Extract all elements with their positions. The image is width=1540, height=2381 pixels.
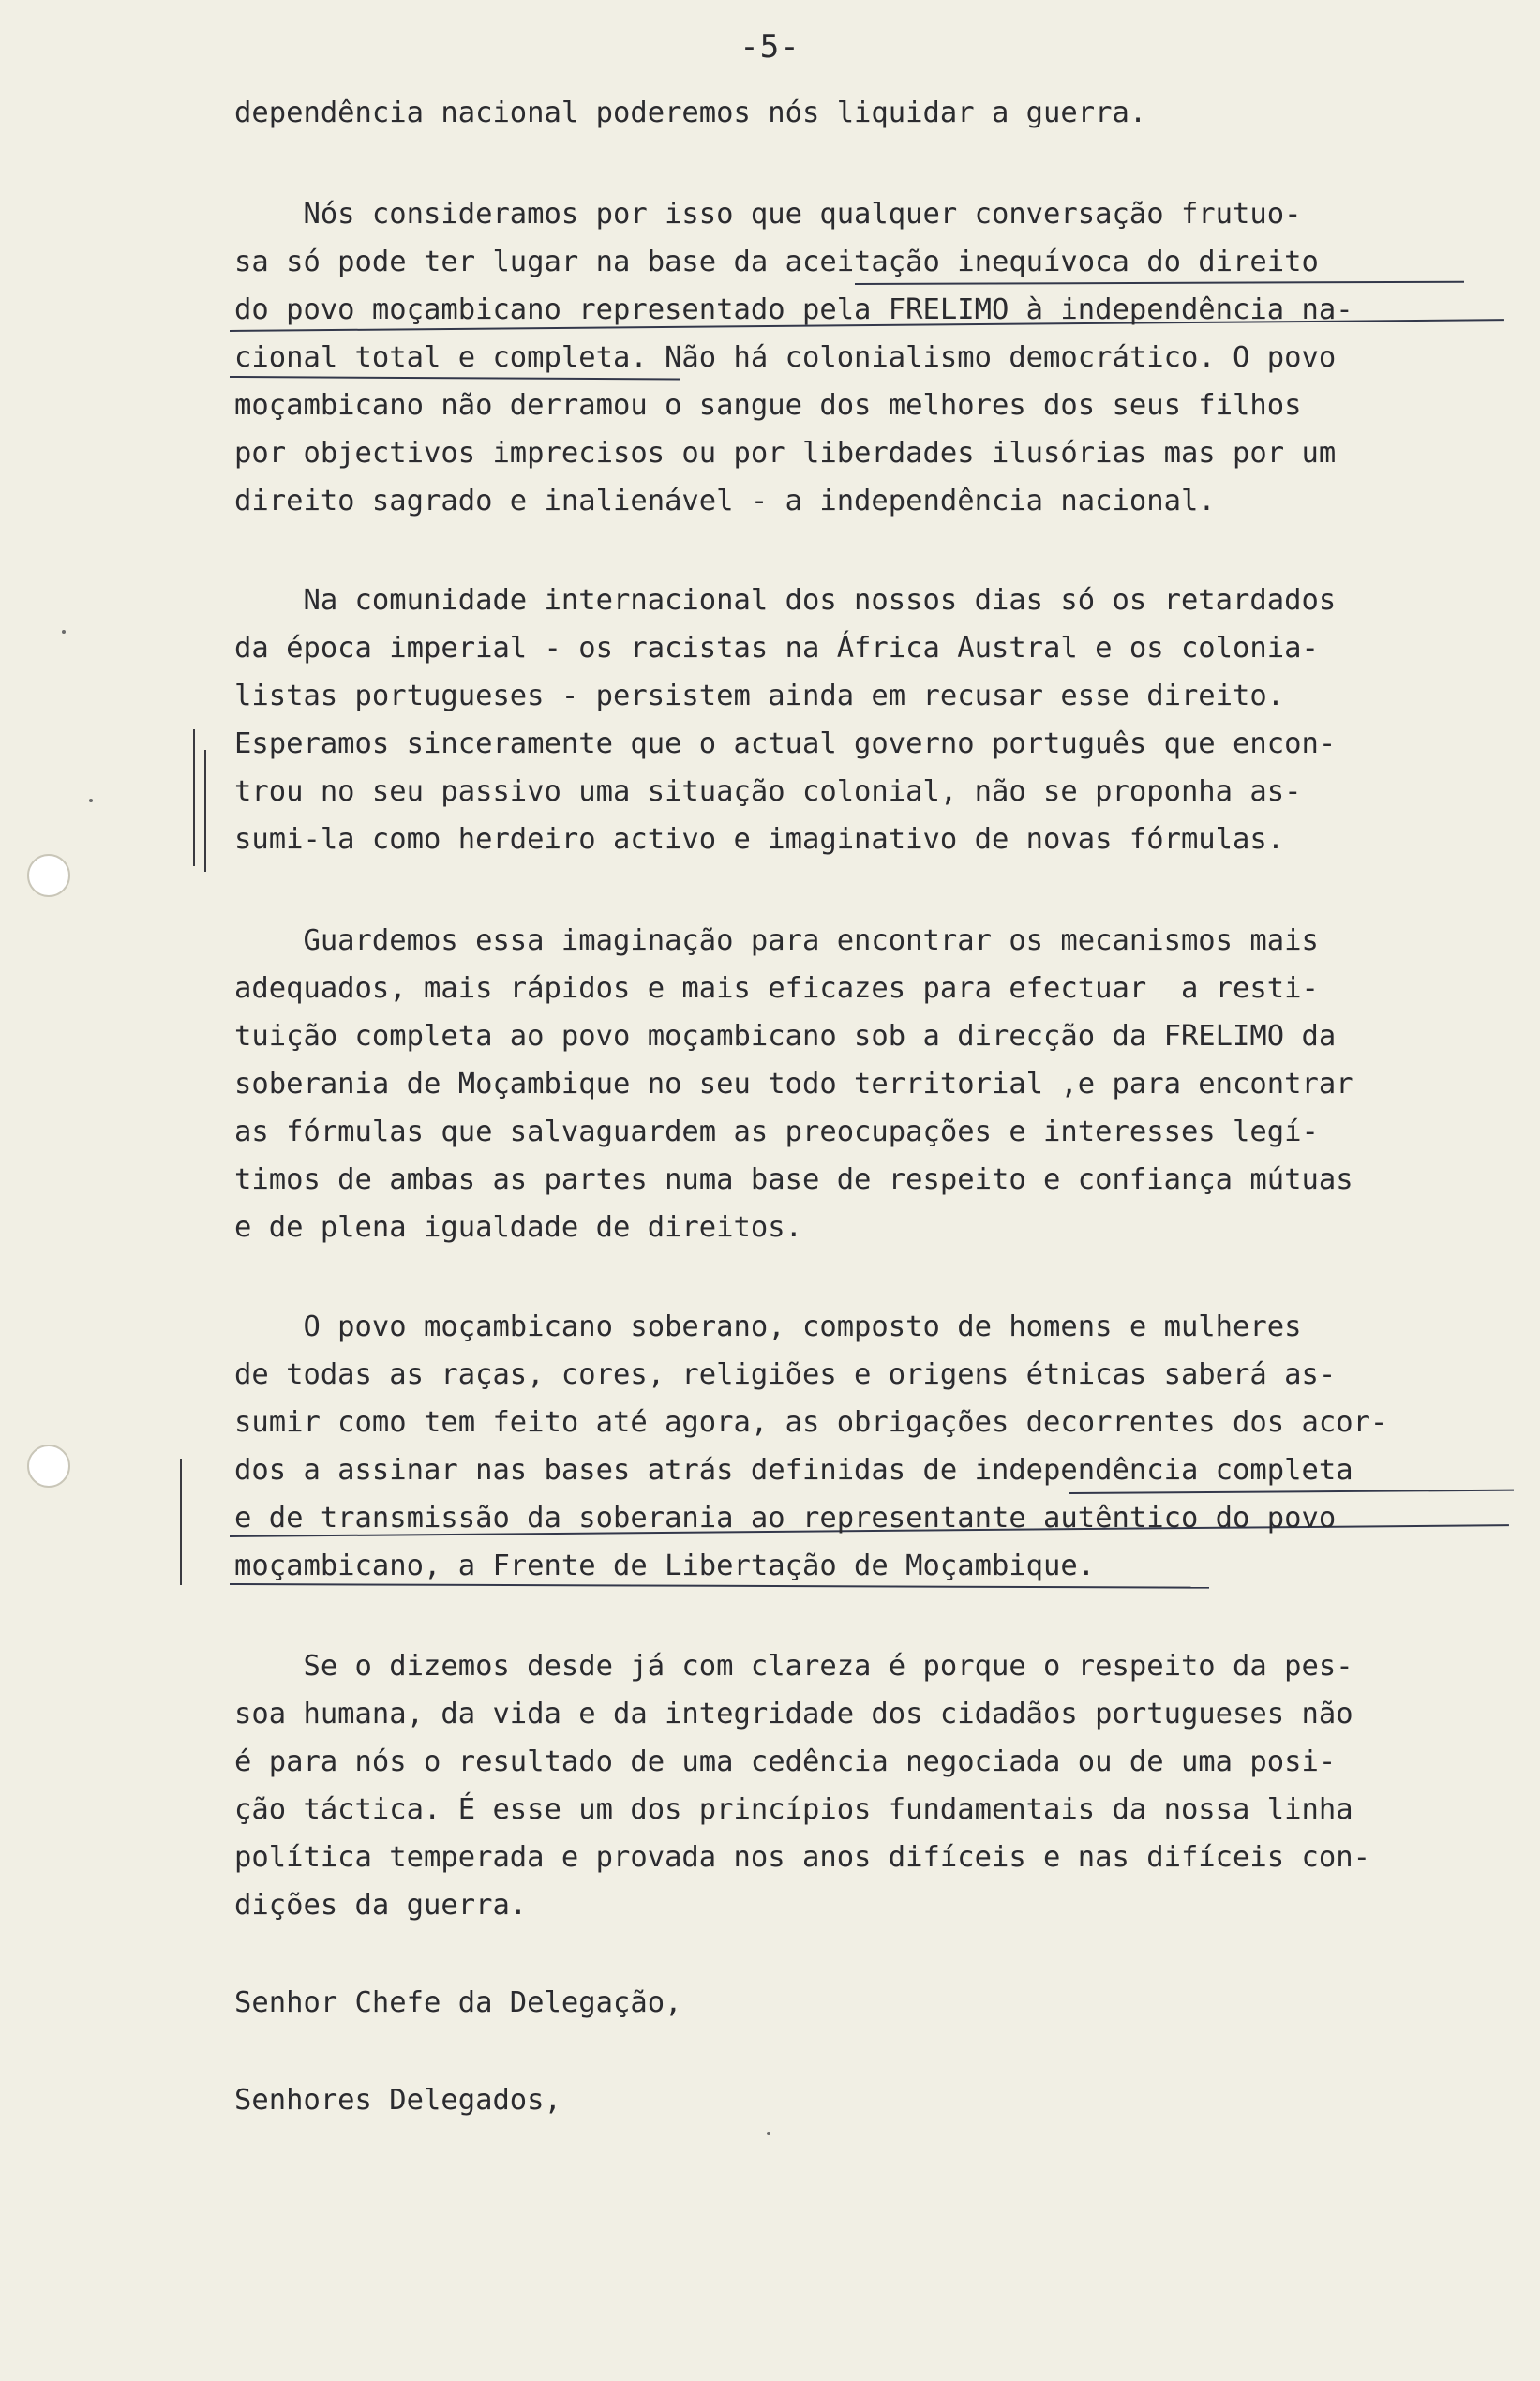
margin-mark-line bbox=[204, 750, 206, 872]
text-line: é para nós o resultado de uma cedência negociada ou de uma posi- bbox=[234, 1745, 1337, 1778]
text-line: Se o dizemos desde já com clareza é porque o respeito da pes- bbox=[234, 1650, 1353, 1683]
text-line: direito sagrado e inalienável - a independência nacional. bbox=[234, 485, 1216, 517]
text-line: Esperamos sinceramente que o actual governo português que encon- bbox=[234, 727, 1337, 760]
scan-speck bbox=[89, 799, 93, 802]
text-line: cional total e completa. Não há colonialismo democrático. O povo bbox=[234, 341, 1337, 374]
text-line: moçambicano, a Frente de Libertação de Moçambique. bbox=[234, 1550, 1096, 1582]
text-line: soberania de Moçambique no seu todo territorial ,e para encontrar bbox=[234, 1068, 1353, 1101]
text-line: tuição completa ao povo moçambicano sob a direcção da FRELIMO da bbox=[234, 1020, 1337, 1053]
text-line: sa só pode ter lugar na base da aceitação inequívoca do direito bbox=[234, 246, 1319, 278]
text-line: listas portugueses - persistem ainda em recusar esse direito. bbox=[234, 680, 1285, 712]
margin-mark-line bbox=[180, 1459, 182, 1585]
text-line: dependência nacional poderemos nós liquidar a guerra. bbox=[234, 97, 1147, 129]
punch-hole-top bbox=[27, 854, 70, 897]
text-line: e de plena igualdade de direitos. bbox=[234, 1211, 802, 1244]
text-line: política temperada e provada nos anos difíceis e nas difíceis con- bbox=[234, 1841, 1370, 1874]
text-line: sumir como tem feito até agora, as obrigações decorrentes dos acor- bbox=[234, 1406, 1388, 1439]
text-line: O povo moçambicano soberano, composto de homens e mulheres bbox=[234, 1310, 1302, 1343]
text-line: ção táctica. É esse um dos princípios fundamentais da nossa linha bbox=[234, 1793, 1353, 1826]
text-line: da época imperial - os racistas na África Austral e os colonia- bbox=[234, 632, 1319, 665]
salutation-chief: Senhor Chefe da Delegação, bbox=[234, 1986, 682, 2019]
text-line: sumi-la como herdeiro activo e imaginativo de novas fórmulas. bbox=[234, 823, 1285, 856]
punch-hole-bottom bbox=[27, 1445, 70, 1488]
text-line: do povo moçambicano representado pela FRELIMO à independência na- bbox=[234, 293, 1353, 326]
text-line: e de transmissão da soberania ao representante autêntico do povo bbox=[234, 1502, 1337, 1535]
text-line: trou no seu passivo uma situação colonial, não se proponha as- bbox=[234, 775, 1302, 808]
text-line: as fórmulas que salvaguardem as preocupações e interesses legí- bbox=[234, 1116, 1319, 1148]
text-line: Guardemos essa imaginação para encontrar os mecanismos mais bbox=[234, 924, 1319, 957]
text-line: Nós consideramos por isso que qualquer conversação frutuo- bbox=[234, 198, 1302, 231]
text-line: adequados, mais rápidos e mais eficazes para efectuar a resti- bbox=[234, 972, 1319, 1005]
text-line: de todas as raças, cores, religiões e origens étnicas saberá as- bbox=[234, 1358, 1337, 1391]
text-line: dos a assinar nas bases atrás definidas de independência completa bbox=[234, 1454, 1353, 1487]
scan-speck bbox=[62, 630, 66, 634]
scan-speck bbox=[767, 2132, 770, 2135]
page-number: -5- bbox=[740, 28, 800, 66]
text-line: dições da guerra. bbox=[234, 1889, 528, 1922]
text-line: soa humana, da vida e da integridade dos cidadãos portugueses não bbox=[234, 1698, 1353, 1730]
text-line: por objectivos imprecisos ou por liberdades ilusórias mas por um bbox=[234, 437, 1337, 470]
margin-mark-line bbox=[193, 729, 195, 866]
text-line: Na comunidade internacional dos nossos dias só os retardados bbox=[234, 584, 1337, 617]
text-line: moçambicano não derramou o sangue dos melhores dos seus filhos bbox=[234, 389, 1302, 422]
text-line: timos de ambas as partes numa base de respeito e confiança mútuas bbox=[234, 1163, 1353, 1196]
salutation-delegates: Senhores Delegados, bbox=[234, 2084, 561, 2117]
